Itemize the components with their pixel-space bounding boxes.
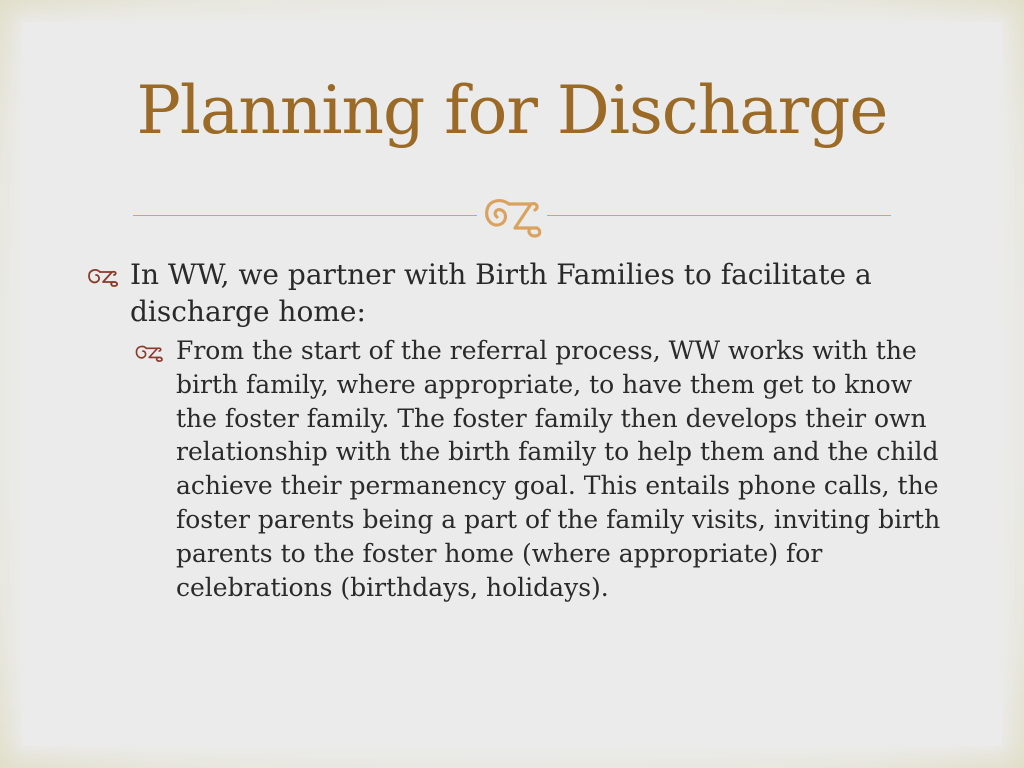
slide-body	[86, 256, 946, 604]
fleuron-bullet-icon	[86, 265, 124, 287]
slide-title: Planning for Discharge	[136, 72, 888, 149]
sub-bullet-item	[132, 334, 946, 604]
divider-line-left	[133, 215, 477, 216]
fleuron-subbullet-icon	[132, 342, 170, 362]
divider-line-right	[547, 215, 891, 216]
flourish-ornament-icon	[479, 190, 545, 240]
title-divider	[133, 190, 891, 240]
bullet-text: In WW, we partner with Birth Families to facilitate a discharge home:	[130, 258, 872, 328]
sub-bullet-text: From the start of the referral process, WW works with the birth family, where appropriate, to have them get to know the foster family. The foster family then develops their own relationship with the birth family to help them and the child achieve their permanency goal. This entails phone calls, the foster parents being a part of the family visits, inviting birth parents to the foster home (where appropriate) for celebrations (birthdays, holidays).	[176, 336, 941, 602]
bullet-item	[86, 256, 946, 330]
